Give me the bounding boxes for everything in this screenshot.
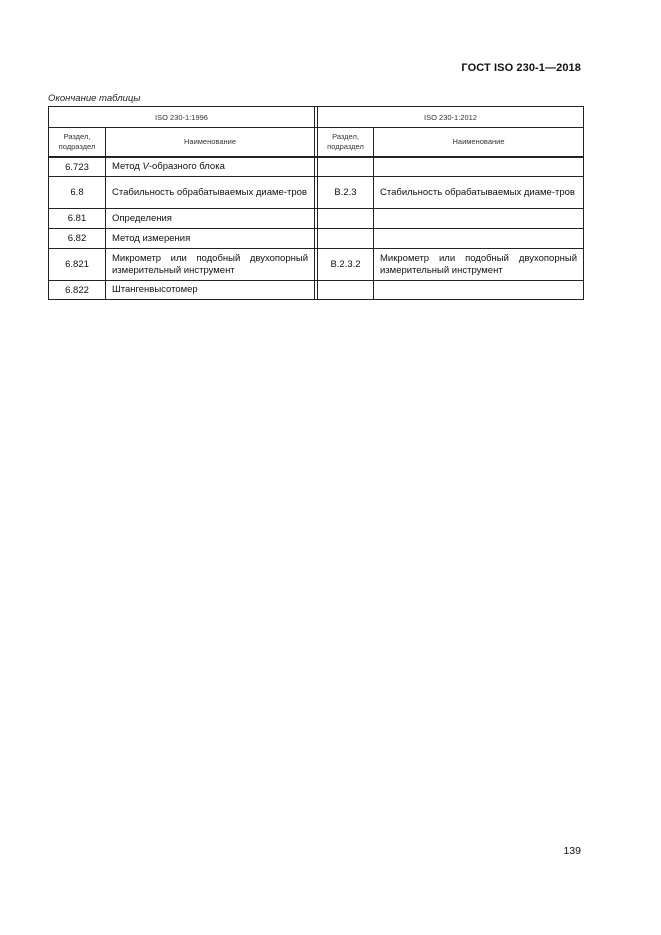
left-section-cell: 6.8 (48, 176, 105, 208)
left-name-header: Наименование (105, 127, 314, 156)
left-section-cell: 6.821 (48, 248, 105, 280)
right-section-header: Раздел, подраздел (317, 127, 373, 156)
table-row (48, 208, 584, 228)
left-name-cell: Определения (105, 208, 314, 228)
right-name-cell: Микрометр или подобный двухопорный измерительный инструмент (373, 248, 584, 280)
left-name-cell: Метод V-образного блока (105, 156, 314, 176)
table-row (48, 176, 584, 208)
left-name-cell: Метод измерения (105, 228, 314, 248)
left-name-cell: Стабильность обрабатываемых диаме-тров (105, 176, 314, 208)
right-section-cell (317, 280, 373, 300)
right-name-cell: Стабильность обрабатываемых диаме-тров (373, 176, 584, 208)
comparison-table (48, 106, 584, 300)
right-name-header: Наименование (373, 127, 584, 156)
right-name-cell (373, 156, 584, 176)
left-name-cell: Штангенвысотомер (105, 280, 314, 300)
table-row (48, 228, 584, 248)
left-section-cell: 6.723 (48, 156, 105, 176)
left-group-header: ISO 230-1:1996 (48, 106, 314, 127)
left-section-cell: 6.822 (48, 280, 105, 300)
right-name-cell (373, 280, 584, 300)
right-name-cell (373, 228, 584, 248)
table-row (48, 156, 584, 176)
page-number: 139 (563, 845, 581, 857)
left-section-cell: 6.81 (48, 208, 105, 228)
right-section-cell (317, 228, 373, 248)
right-section-cell (317, 208, 373, 228)
right-name-cell (373, 208, 584, 228)
right-group-header: ISO 230-1:2012 (317, 106, 584, 127)
document-code: ГОСТ ISO 230-1—2018 (461, 62, 581, 74)
right-section-cell: B.2.3 (317, 176, 373, 208)
table-row (48, 280, 584, 300)
left-section-header: Раздел, подраздел (48, 127, 105, 156)
left-section-cell: 6.82 (48, 228, 105, 248)
table-row (48, 248, 584, 280)
right-section-cell: B.2.3.2 (317, 248, 373, 280)
right-section-cell (317, 156, 373, 176)
left-name-cell: Микрометр или подобный двухопорный измерительный инструмент (105, 248, 314, 280)
table-caption: Окончание таблицы (48, 93, 141, 104)
